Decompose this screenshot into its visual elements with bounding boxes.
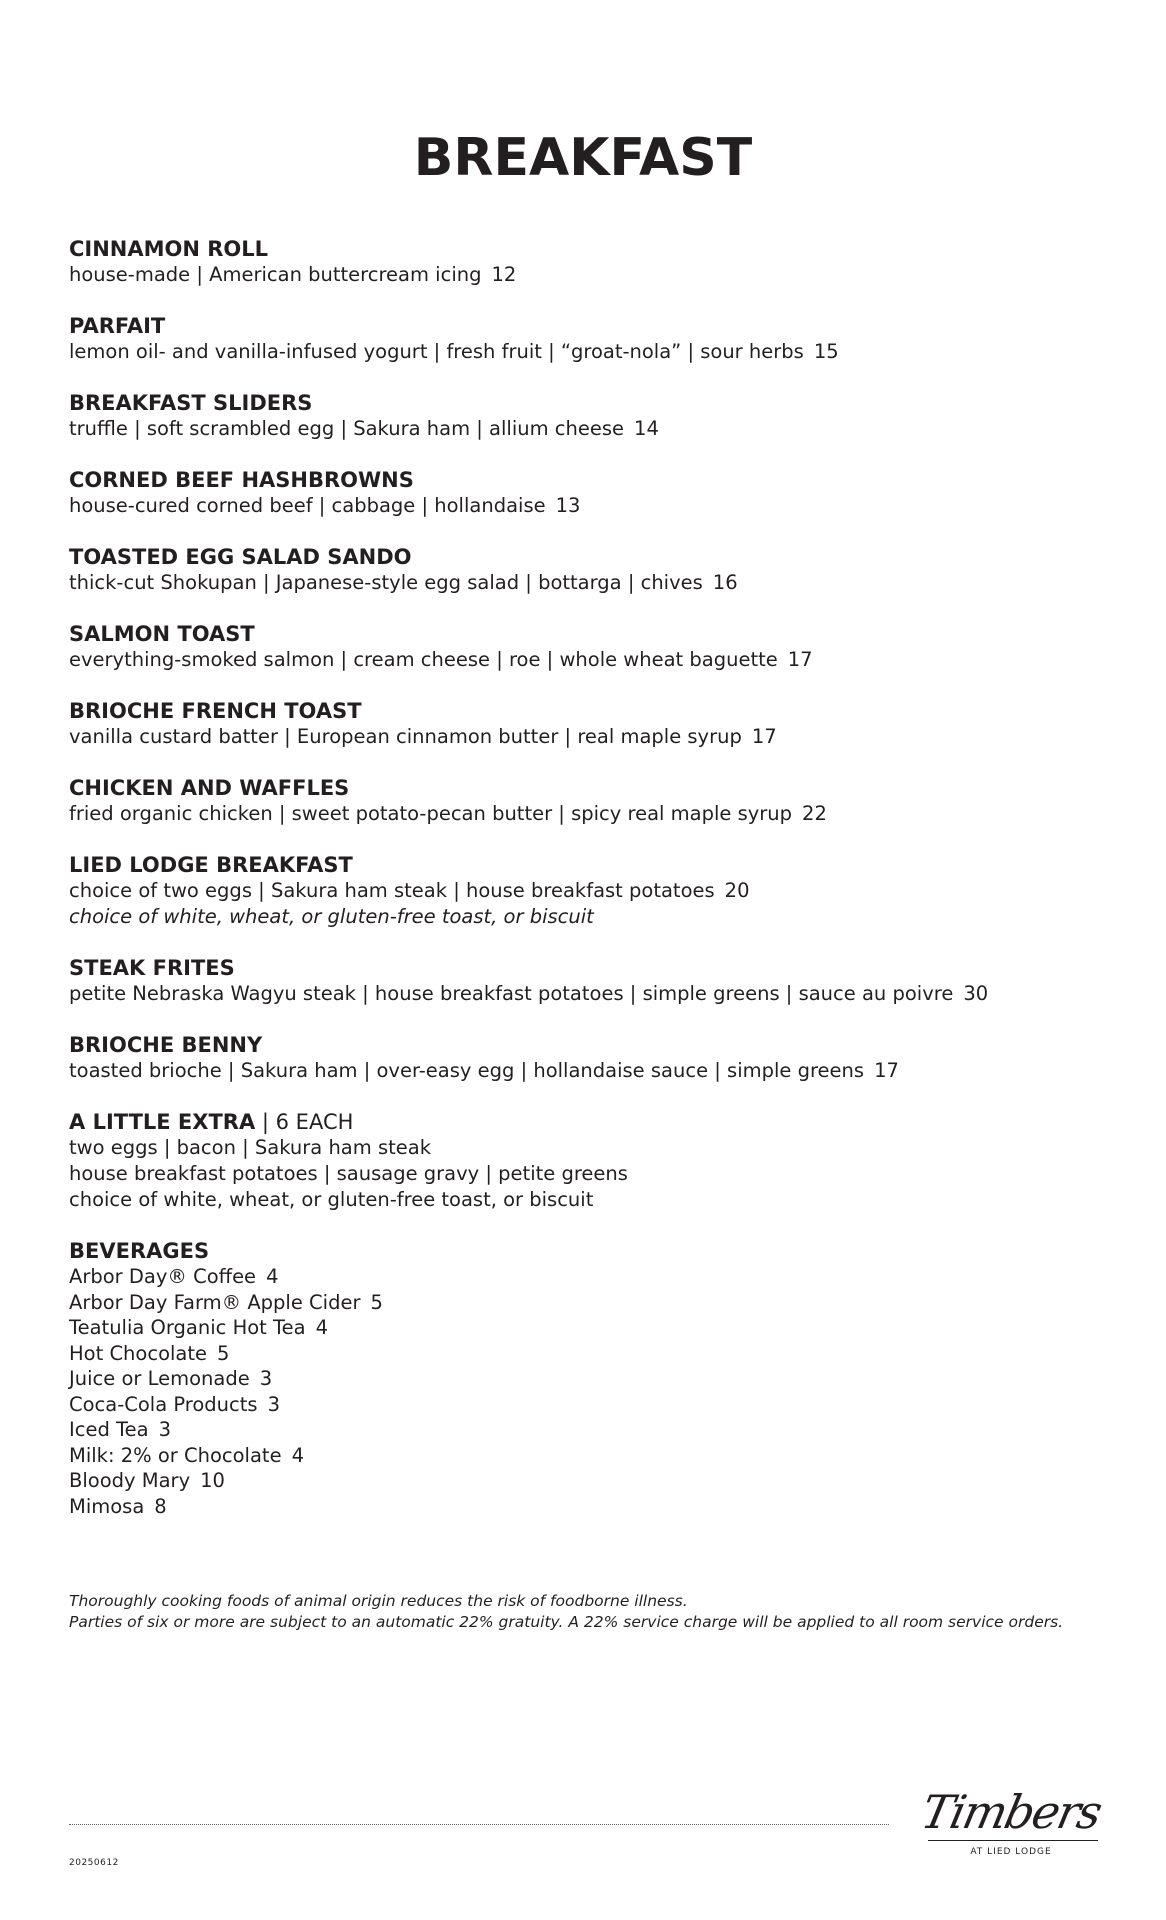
item-price: 30 (963, 982, 989, 1005)
menu-item-corned-beef-hashbrowns (69, 467, 1109, 519)
item-desc-text: fried organic chicken | sweet potato-pecan butter | spicy real maple syrup (69, 802, 793, 825)
document-code: 20250612 (69, 1858, 119, 1868)
menu-item-lied-lodge-breakfast (69, 852, 1109, 930)
logo-subtitle: AT LIED LODGE (970, 1847, 1052, 1857)
item-desc-text: petite Nebraska Wagyu steak | house breakfast potatoes | simple greens | sauce au poivre (69, 982, 954, 1005)
item-price: 14 (634, 417, 659, 440)
item-desc-text: choice of two eggs | Sakura ham steak | house breakfast potatoes (69, 879, 715, 902)
beverage-price: 10 (200, 1469, 225, 1492)
beverage-price: 5 (217, 1341, 230, 1365)
extra-price-note: | 6 EACH (255, 1110, 354, 1134)
timbers-logo (916, 1784, 1106, 1864)
item-price: 17 (874, 1059, 899, 1082)
item-description (69, 647, 1109, 673)
item-description (69, 878, 1109, 904)
beverage-item (69, 1494, 1109, 1520)
item-name: CORNED BEEF HASHBROWNS (69, 468, 414, 492)
menu-item-chicken-and-waffles (69, 775, 1109, 827)
item-price: 22 (802, 802, 827, 825)
beverage-name: Arbor Day Farm® Apple Cider (69, 1290, 361, 1314)
item-name: STEAK FRITES (69, 956, 235, 980)
item-name (69, 1109, 1109, 1135)
item-desc-text: house-made | American buttercream icing (69, 263, 482, 286)
extra-line: house breakfast potatoes | sausage gravy | petite greens (69, 1162, 628, 1185)
beverage-price: 3 (267, 1392, 280, 1416)
item-name: CHICKEN AND WAFFLES (69, 776, 350, 800)
page-title: BREAKFAST (413, 128, 753, 188)
item-price: 17 (751, 725, 777, 748)
extra-line: two eggs | bacon | Sakura ham steak (69, 1136, 431, 1159)
beverage-name: Bloody Mary (69, 1469, 191, 1492)
item-description (69, 416, 1109, 442)
item-desc-text: thick-cut Shokupan | Japanese-style egg salad | bottarga | chives (69, 571, 703, 594)
beverage-price: 4 (315, 1316, 328, 1339)
item-description (69, 262, 1109, 288)
menu-list (69, 236, 1109, 1544)
item-name: PARFAIT (69, 314, 166, 338)
menu-item-a-little-extra (69, 1109, 1109, 1213)
beverage-list (69, 1264, 1109, 1519)
beverage-item (69, 1417, 1109, 1443)
beverage-name: Hot Chocolate (69, 1341, 208, 1365)
beverage-item (69, 1264, 1109, 1290)
item-description (69, 801, 1109, 827)
item-name: BREAKFAST SLIDERS (69, 391, 313, 415)
menu-item-cinnamon-roll (69, 236, 1109, 288)
item-name: LIED LODGE BREAKFAST (69, 853, 353, 877)
beverage-name: Juice or Lemonade (69, 1367, 250, 1390)
item-description (69, 493, 1109, 519)
beverage-item (69, 1392, 1109, 1418)
beverage-name: Coca-Cola Products (69, 1392, 258, 1416)
item-description (69, 339, 1109, 365)
item-description (69, 570, 1109, 596)
menu-item-parfait (69, 313, 1109, 365)
item-note: choice of white, wheat, or gluten-free toast, or biscuit (69, 905, 594, 928)
item-desc-text: lemon oil- and vanilla-infused yogurt | fresh fruit | “groat-nola” | sour herbs (69, 340, 804, 363)
item-price: 16 (712, 571, 738, 594)
menu-item-brioche-french-toast (69, 698, 1109, 750)
logo-wordmark: Timbers (916, 1785, 1106, 1839)
item-desc-text: truffle | soft scrambled egg | Sakura ham | allium cheese (69, 417, 625, 440)
beverage-item (69, 1315, 1109, 1341)
item-desc-text: vanilla custard batter | European cinnamon butter | real maple syrup (69, 725, 742, 748)
beverages-section (69, 1238, 1109, 1519)
item-description (69, 1058, 1109, 1084)
menu-item-salmon-toast (69, 621, 1109, 673)
item-desc-text: everything-smoked salmon | cream cheese | roe | whole wheat baguette (69, 648, 778, 671)
logo-underline (928, 1840, 1098, 1841)
item-price: 20 (724, 879, 750, 902)
item-desc-text: toasted brioche | Sakura ham | over-easy egg | hollandaise sauce | simple greens (69, 1059, 865, 1082)
beverage-price: 8 (154, 1494, 167, 1518)
beverage-name: Iced Tea (69, 1418, 149, 1441)
item-price: 13 (555, 494, 581, 517)
item-price: 15 (813, 340, 839, 363)
item-description (69, 981, 1109, 1007)
beverage-name: Milk: 2% or Chocolate (69, 1443, 282, 1467)
item-price: 17 (787, 648, 813, 671)
beverage-item (69, 1341, 1109, 1367)
disclaimer-line: Parties of six or more are subject to an automatic 22% gratuity. A 22% service charge will be applied to all room service orders. (69, 1613, 1064, 1631)
menu-item-breakfast-sliders (69, 390, 1109, 442)
extra-name: A LITTLE EXTRA (69, 1110, 256, 1134)
menu-item-steak-frites (69, 955, 1109, 1007)
menu-item-brioche-benny (69, 1032, 1109, 1084)
beverage-item (69, 1290, 1109, 1316)
beverage-price: 3 (259, 1367, 273, 1390)
disclaimer-line: Thoroughly cooking foods of animal origin reduces the risk of foodborne illness. (69, 1592, 688, 1610)
menu-item-egg-salad-sando (69, 544, 1109, 596)
beverage-price: 5 (370, 1290, 383, 1314)
beverage-price: 3 (158, 1418, 172, 1441)
beverage-item (69, 1366, 1109, 1392)
extra-line: choice of white, wheat, or gluten-free toast, or biscuit (69, 1188, 594, 1211)
beverage-price: 4 (291, 1443, 304, 1467)
disclaimer (69, 1591, 1129, 1633)
item-desc-text: house-cured corned beef | cabbage | hollandaise (69, 494, 546, 517)
beverage-name: Mimosa (69, 1494, 145, 1518)
beverage-name: Teatulia Organic Hot Tea (69, 1316, 306, 1339)
item-price: 12 (491, 263, 517, 286)
item-name: BRIOCHE FRENCH TOAST (69, 699, 362, 723)
beverage-name: Arbor Day® Coffee (69, 1265, 257, 1288)
beverages-heading: BEVERAGES (69, 1239, 210, 1263)
item-description (69, 724, 1109, 750)
item-name: CINNAMON ROLL (69, 237, 269, 261)
beverage-price: 4 (266, 1265, 279, 1288)
item-name: SALMON TOAST (69, 622, 255, 646)
footer-divider (69, 1824, 889, 1825)
item-name: BRIOCHE BENNY (69, 1033, 263, 1057)
beverage-item (69, 1443, 1109, 1469)
item-name: TOASTED EGG SALAD SANDO (69, 545, 412, 569)
beverage-item (69, 1468, 1109, 1494)
